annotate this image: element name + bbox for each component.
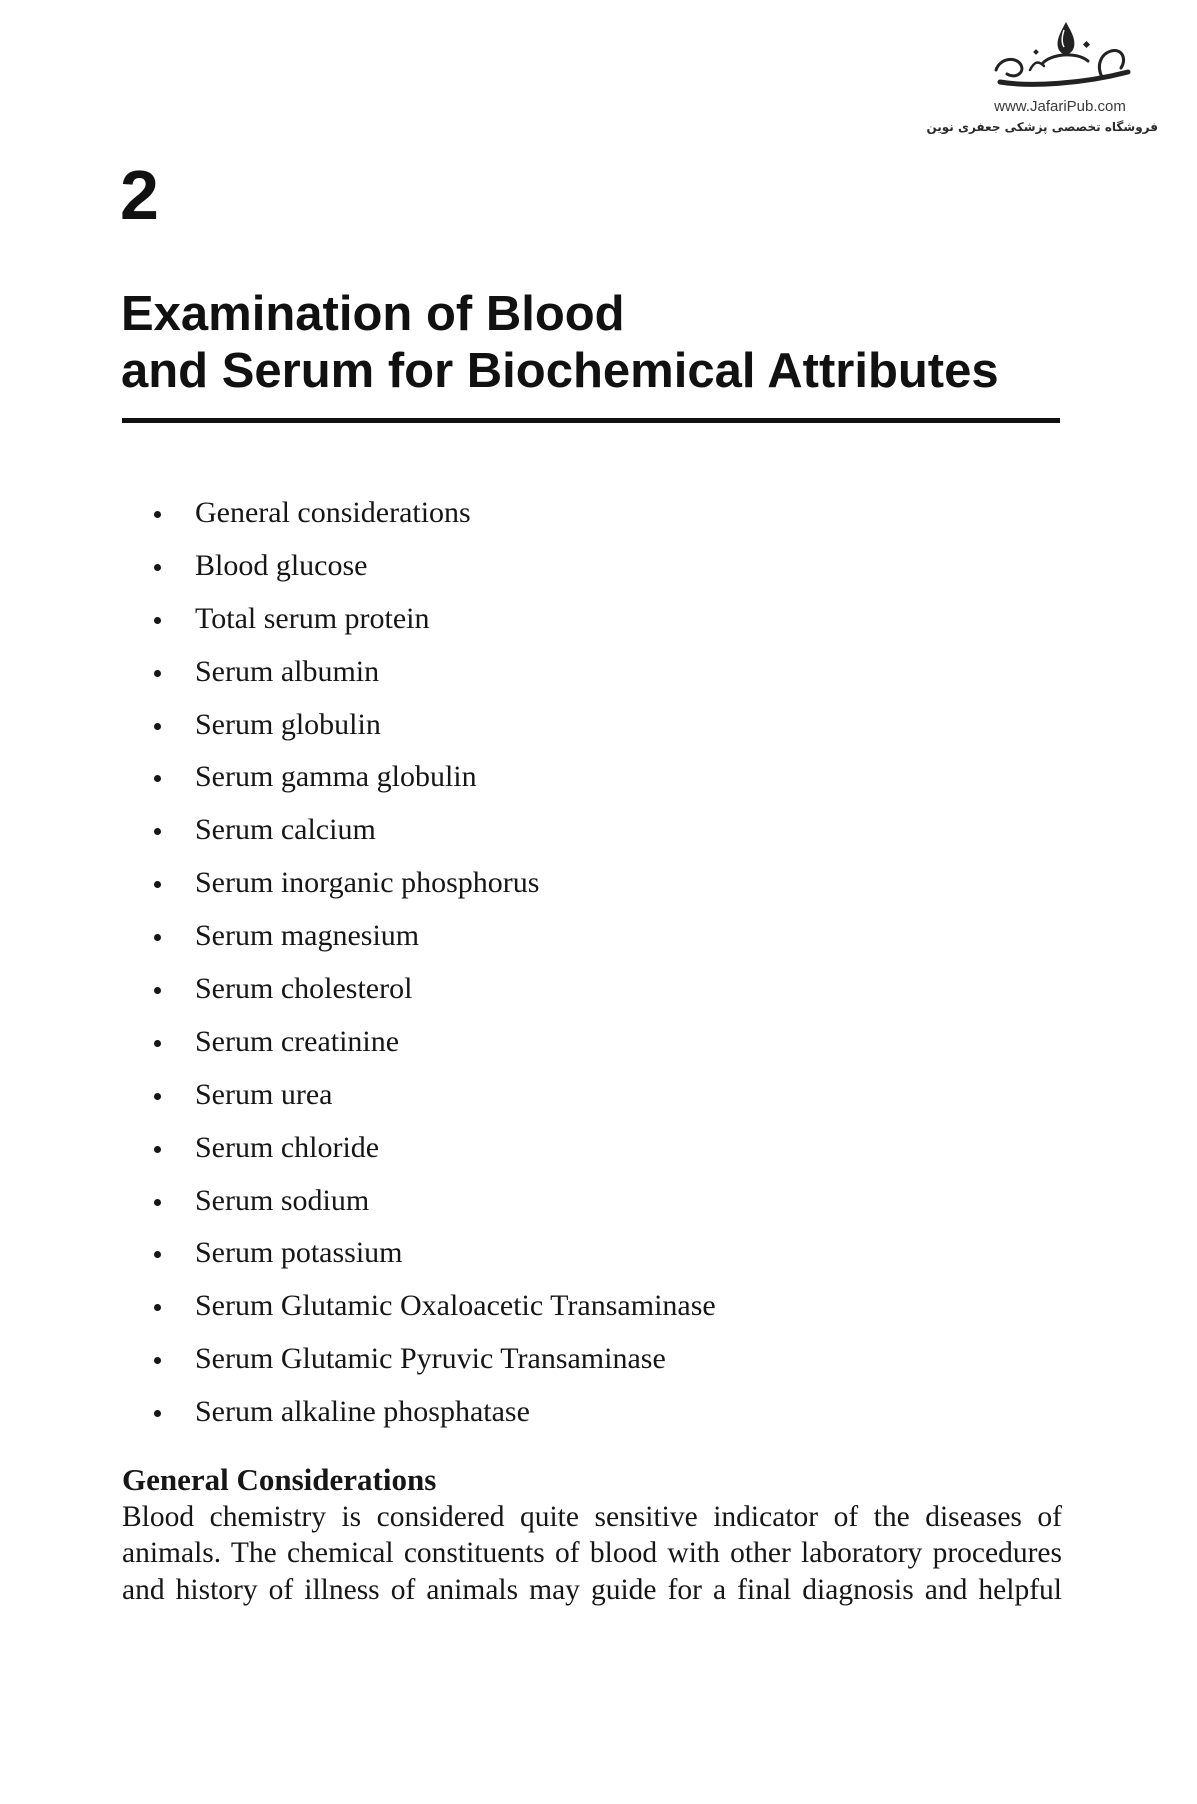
list-item (195, 804, 716, 857)
jafari-calligraphy-logo-icon (990, 20, 1132, 92)
list-item-label: General considerations (195, 496, 471, 529)
list-item (195, 751, 716, 804)
list-item-label: Serum cholesterol (195, 972, 413, 1006)
list-item-label: Serum gamma globulin (195, 760, 477, 794)
list-item (195, 1227, 716, 1280)
publisher-url: www.JafariPub.com (994, 98, 1126, 115)
list-item (195, 1280, 716, 1333)
chapter-title-line: Examination of Blood (121, 287, 625, 341)
chapter-number: 2 (120, 156, 159, 234)
list-item-label: Blood glucose (195, 548, 368, 582)
paragraph-line: and history of illness of animals may guide for a final diagnosis and helpful (122, 1573, 1062, 1606)
list-item (195, 487, 716, 540)
bullet-icon (154, 617, 161, 624)
bullet-icon (154, 1357, 161, 1364)
list-item-label: Serum sodium (195, 1183, 370, 1217)
list-item (195, 1122, 716, 1175)
bullet-icon (154, 1410, 161, 1417)
list-item (195, 593, 716, 646)
list-item-label: Serum Glutamic Pyruvic Transaminase (195, 1342, 666, 1376)
list-item (195, 857, 716, 910)
bullet-icon (154, 670, 161, 677)
bullet-icon (154, 1251, 161, 1258)
list-item-label: Serum chloride (195, 1130, 380, 1164)
list-item (195, 963, 716, 1016)
list-item-label: Serum magnesium (195, 919, 420, 953)
paragraph-line: animals. The chemical constituents of blood with other laboratory procedures (122, 1537, 1062, 1569)
list-item-label: Serum urea (195, 1077, 333, 1111)
bullet-icon (154, 828, 161, 835)
paragraph-line: Blood chemistry is considered quite sensitive indicator of the diseases of (122, 1500, 1062, 1533)
list-item (195, 1386, 716, 1439)
list-item-label: Serum globulin (195, 707, 381, 741)
list-item (195, 646, 716, 699)
bullet-icon (154, 1146, 161, 1153)
list-item (195, 1069, 716, 1122)
chapter-contents-list (195, 487, 716, 1439)
list-item-label: Serum alkaline phosphatase (195, 1395, 530, 1429)
bullet-icon (154, 511, 161, 518)
list-item-label: Serum calcium (195, 813, 376, 847)
general-considerations-section (122, 1462, 1062, 1608)
bullet-icon (154, 775, 161, 782)
list-item-label: Serum Glutamic Oxaloacetic Transaminase (195, 1289, 716, 1323)
list-item (195, 699, 716, 752)
bullet-icon (154, 1040, 161, 1047)
list-item (195, 1333, 716, 1386)
list-item-label: Serum creatinine (195, 1024, 400, 1058)
list-item (195, 1016, 716, 1069)
list-item (195, 910, 716, 963)
chapter-title (121, 286, 999, 400)
section-heading: General Considerations (122, 1462, 437, 1497)
list-item-label: Serum albumin (195, 654, 380, 688)
list-item-label: Serum potassium (195, 1236, 403, 1270)
list-item (195, 540, 716, 593)
bullet-icon (154, 564, 161, 571)
publisher-logo (926, 20, 1158, 136)
bullet-icon (154, 987, 161, 994)
publisher-tagline: فروشگاه تخصصی پزشکی جعفری نوین (926, 120, 1158, 134)
list-item-label: Serum inorganic phosphorus (195, 866, 540, 900)
bullet-icon (154, 881, 161, 888)
chapter-title-line: and Serum for Biochemical Attributes (121, 344, 999, 398)
bullet-icon (154, 1304, 161, 1311)
list-item (195, 1175, 716, 1228)
title-divider (122, 418, 1060, 423)
bullet-icon (154, 723, 161, 730)
list-item-label: Total serum protein (195, 601, 430, 635)
bullet-icon (154, 1093, 161, 1100)
bullet-icon (154, 934, 161, 941)
bullet-icon (154, 1199, 161, 1206)
